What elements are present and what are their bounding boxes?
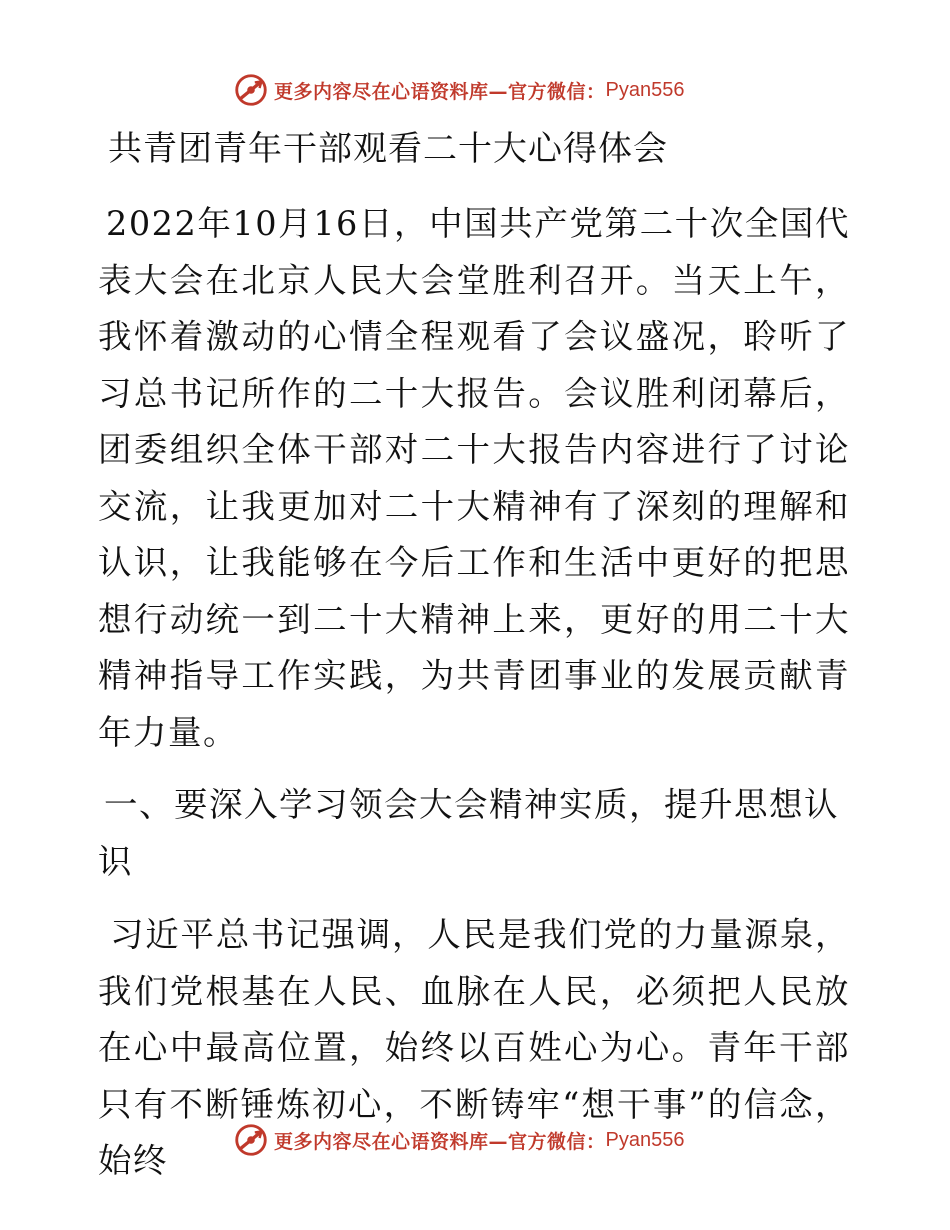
section-heading: 一、要深入学习领会大会精神实质，提升思想认识 bbox=[98, 785, 839, 881]
header-watermark bbox=[232, 70, 684, 110]
watermark-text: 更多内容尽在心语资料库—官方微信： bbox=[274, 80, 606, 103]
body-paragraph: 2022年10月16日，中国共产党第二十次全国代表大会在北京人民大会堂胜利召开。当天上午，我怀着激动的心情全程观看了会议盛况，聆听了习总书记所作的二十大报告。会议胜利闭幕后，团委组织全体干部对二十大报告内容进行了讨论交流，让我更加对二十大精神有了深刻的理解和认识，让我能够在今后工作和生活中更好的把思想行动统一到二十大精神上来，更好的用二十大精神指导工作实践，为共青团事业的发展贡献青年力量。 bbox=[98, 204, 850, 752]
body-paragraph: 习近平总书记强调，人民是我们党的力量源泉，我们党根基在人民、血脉在人民，必须把人民放在心中最高位置，始终以百姓心为心。青年干部只有不断锤炼初心，不断铸牢“想干事”的信念，始终 bbox=[98, 915, 850, 1180]
brand-logo-icon bbox=[232, 1121, 270, 1159]
document-page bbox=[98, 120, 850, 1190]
footer-watermark bbox=[232, 1120, 684, 1160]
watermark-handle: Pyan556 bbox=[605, 78, 685, 101]
watermark-handle: Pyan556 bbox=[605, 1128, 685, 1151]
document-title: 共青团青年干部观看二十大心得体会 bbox=[108, 129, 668, 169]
watermark-text: 更多内容尽在心语资料库—官方微信： bbox=[274, 1130, 606, 1153]
brand-logo-icon bbox=[232, 71, 270, 109]
